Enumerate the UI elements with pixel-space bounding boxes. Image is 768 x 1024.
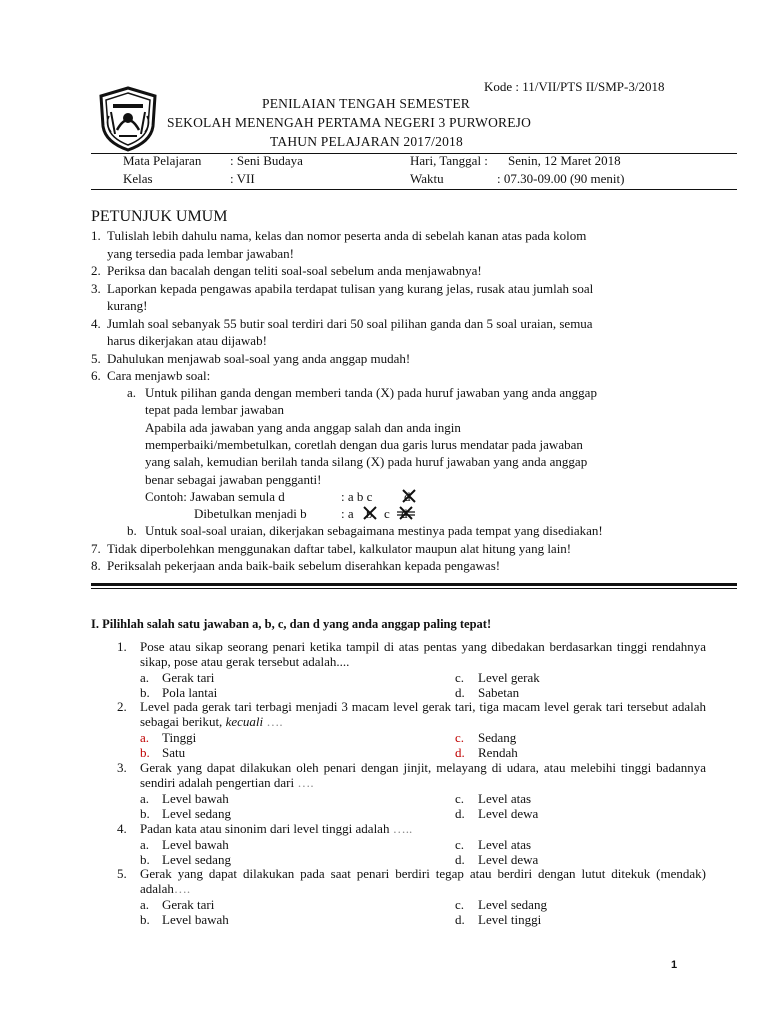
school-emblem-logo bbox=[97, 86, 159, 152]
question-number: 2. bbox=[117, 699, 127, 714]
instruction-line: Periksa dan bacalah dengan teliti soal-soal sebelum anda menjawabnya! bbox=[107, 263, 482, 278]
header-title-1: PENILAIAN TENGAH SEMESTER bbox=[262, 96, 470, 111]
instruction-line: Cara menjawb soal: bbox=[107, 368, 211, 383]
header-rule-bottom bbox=[91, 189, 737, 190]
option-letter: b. bbox=[140, 745, 150, 760]
question-ellipsis: ….. bbox=[389, 821, 413, 836]
option-text: Tinggi bbox=[162, 730, 197, 745]
option-text: Level sedang bbox=[162, 806, 231, 821]
subject-label: Mata Pelajaran bbox=[123, 153, 202, 168]
question-stem: Level pada gerak tari terbagi menjadi 3 macam level gerak tari, tiga macam level gerak tari tersebut adalah sebagai berikut, bbox=[140, 699, 706, 729]
option-letter: b. bbox=[140, 806, 150, 821]
exam-code: Kode : 11/VII/PTS II/SMP-3/2018 bbox=[484, 79, 665, 94]
question-stem: Padan kata atau sinonim dari level tinggi adalah bbox=[140, 821, 390, 836]
example1-label: Contoh: Jawaban semula d bbox=[145, 489, 285, 504]
instruction-line: Dahulukan menjawab soal-soal yang anda anggap mudah! bbox=[107, 350, 411, 366]
header-title-3: TAHUN PELAJARAN 2017/2018 bbox=[270, 134, 463, 149]
option-text: Level bawah bbox=[162, 837, 229, 852]
question-number: 5. bbox=[117, 866, 127, 881]
day-label: Hari, Tanggal : bbox=[410, 153, 488, 168]
question-ellipsis: …. bbox=[173, 881, 191, 896]
option-letter: b. bbox=[140, 685, 150, 700]
class-value: : VII bbox=[230, 171, 255, 186]
instruction-line: Laporkan kepada pengawas apabila terdapat tulisan yang kurang jelas, rusak atau jumlah soal bbox=[107, 280, 594, 296]
question-number: 3. bbox=[117, 760, 127, 775]
question-number: 4. bbox=[117, 821, 127, 836]
sub-a-line: tepat pada lembar jawaban bbox=[145, 402, 284, 418]
time-value: : 07.30-09.00 (90 menit) bbox=[497, 171, 625, 186]
question-stem: Gerak yang dapat dilakukan oleh penari dengan jinjit, melayang di udara, atau melebihi tinggi badannya sendiri adalah pengertian dari bbox=[140, 760, 706, 790]
time-label: Waktu bbox=[410, 171, 444, 186]
option-letter: c. bbox=[455, 730, 465, 745]
question-text bbox=[140, 699, 706, 729]
instructions-title: PETUNJUK UMUM bbox=[91, 208, 228, 225]
option-text: Gerak tari bbox=[162, 897, 215, 912]
option-letter: d. bbox=[455, 806, 465, 821]
option-text: Level tinggi bbox=[478, 912, 542, 927]
option-letter: c. bbox=[455, 897, 465, 912]
example2-label: Dibetulkan menjadi b bbox=[194, 506, 307, 521]
option-text: Level sedang bbox=[478, 897, 547, 912]
instruction-num: 6. bbox=[91, 368, 101, 383]
sub-a-line: benar sebagai jawaban pengganti! bbox=[145, 471, 322, 487]
sub-a-line: memperbaiki/membetulkan, coretlah dengan dua garis lurus mendatar pada jawaban bbox=[145, 436, 583, 452]
question-text bbox=[140, 821, 706, 836]
page-number: 1 bbox=[671, 959, 678, 971]
option-letter: d. bbox=[455, 685, 465, 700]
instruction-num: 3. bbox=[91, 280, 101, 296]
example2-b: b bbox=[366, 506, 373, 521]
question-text bbox=[140, 760, 706, 790]
option-letter: a. bbox=[140, 897, 150, 912]
question-ellipsis: …. bbox=[294, 775, 314, 790]
sub-b-letter: b. bbox=[127, 523, 137, 538]
example2-choice-a: : a bbox=[341, 506, 354, 521]
option-text: Level bawah bbox=[162, 912, 229, 927]
instruction-num: 5. bbox=[91, 350, 101, 366]
option-text: Level dewa bbox=[478, 852, 539, 867]
option-text: Gerak tari bbox=[162, 670, 215, 685]
option-letter: c. bbox=[455, 791, 465, 806]
option-text: Level dewa bbox=[478, 806, 539, 821]
option-letter: b. bbox=[140, 852, 150, 867]
option-text: Rendah bbox=[478, 745, 518, 760]
instruction-7-text: Tidak diperbolehkan menggunakan daftar tabel, kalkulator maupun alat hitung yang lain! bbox=[107, 541, 572, 556]
section-divider-thin bbox=[91, 588, 737, 589]
question-stem: Gerak yang dapat dilakukan pada saat penari berdiri tegap atau berdiri dengan lutut ditekuk (mendak) adalah bbox=[140, 866, 706, 896]
option-text: Satu bbox=[162, 745, 186, 760]
sub-a-line: yang salah, kemudian berilah tanda silang (X) pada huruf jawaban yang anda anggap bbox=[145, 454, 588, 470]
option-letter: c. bbox=[455, 837, 465, 852]
option-text: Level atas bbox=[478, 837, 532, 852]
option-text: Sedang bbox=[478, 730, 517, 745]
instruction-num: 2. bbox=[91, 263, 101, 278]
instruction-line: yang tersedia pada lembar jawaban! bbox=[107, 245, 294, 261]
instruction-line: Jumlah soal sebanyak 55 butir soal terdiri dari 50 soal pilihan ganda dan 5 soal uraian, semua bbox=[107, 315, 593, 331]
subject-value: : Seni Budaya bbox=[230, 153, 303, 168]
instruction-line: harus dikerjakan atau dijawab! bbox=[107, 333, 267, 348]
question-text bbox=[140, 866, 706, 896]
sub-a-letter: a. bbox=[127, 385, 137, 400]
instruction-7-num: 7. bbox=[91, 541, 101, 556]
sub-a-line: Apabila ada jawaban yang anda anggap salah dan anda ingin bbox=[145, 419, 461, 435]
instruction-line: Tulislah lebih dahulu nama, kelas dan nomor peserta anda di sebelah kanan atas pada kolom bbox=[107, 228, 587, 243]
option-letter: a. bbox=[140, 670, 150, 685]
example2-choice-c: c bbox=[384, 506, 390, 521]
instruction-8-num: 8. bbox=[91, 558, 101, 573]
option-letter: a. bbox=[140, 730, 150, 745]
option-text: Level bawah bbox=[162, 791, 229, 806]
option-letter: d. bbox=[455, 745, 465, 760]
option-letter: a. bbox=[140, 837, 150, 852]
question-stem: Pose atau sikap seorang penari ketika tampil di atas pentas yang dibedakan berdasarkan tinggi rendahnya sikap, pose atau gerak tersebut adalah.... bbox=[140, 639, 706, 669]
option-letter: d. bbox=[455, 852, 465, 867]
sub-b-text: Untuk soal-soal uraian, dikerjakan sebagaimana mestinya pada tempat yang disediakan! bbox=[145, 523, 603, 538]
instruction-line: kurang! bbox=[107, 298, 148, 313]
header-title-2: SEKOLAH MENENGAH PERTAMA NEGERI 3 PURWOREJO bbox=[167, 115, 532, 130]
sub-a-line: Untuk pilihan ganda dengan memberi tanda (X) pada huruf jawaban yang anda anggap bbox=[145, 385, 597, 400]
option-text: Pola lantai bbox=[162, 685, 218, 700]
option-letter: b. bbox=[140, 912, 150, 927]
instruction-8-text: Periksalah pekerjaan anda baik-baik sebelum diserahkan kepada pengawas! bbox=[107, 558, 501, 573]
instruction-num: 4. bbox=[91, 315, 101, 331]
question-text bbox=[140, 639, 706, 669]
question-number: 1. bbox=[117, 639, 127, 654]
example1-choices: : a b c bbox=[341, 489, 373, 504]
option-letter: d. bbox=[455, 912, 465, 927]
class-label: Kelas bbox=[123, 171, 153, 186]
section-1-title: I. Pilihlah salah satu jawaban a, b, c, dan d yang anda anggap paling tepat! bbox=[91, 617, 492, 631]
instruction-num: 1. bbox=[91, 228, 101, 243]
example1-d: d bbox=[404, 489, 411, 504]
section-divider-thick bbox=[91, 583, 737, 586]
example2-d: d bbox=[401, 506, 408, 521]
question-emphasis: kecuali bbox=[225, 714, 264, 729]
day-value: Senin, 12 Maret 2018 bbox=[508, 153, 621, 168]
option-letter: c. bbox=[455, 670, 465, 685]
question-ellipsis: …. bbox=[263, 714, 283, 729]
option-text: Level sedang bbox=[162, 852, 231, 867]
option-text: Level atas bbox=[478, 791, 532, 806]
option-text: Sabetan bbox=[478, 685, 520, 700]
option-letter: a. bbox=[140, 791, 150, 806]
option-text: Level gerak bbox=[478, 670, 540, 685]
